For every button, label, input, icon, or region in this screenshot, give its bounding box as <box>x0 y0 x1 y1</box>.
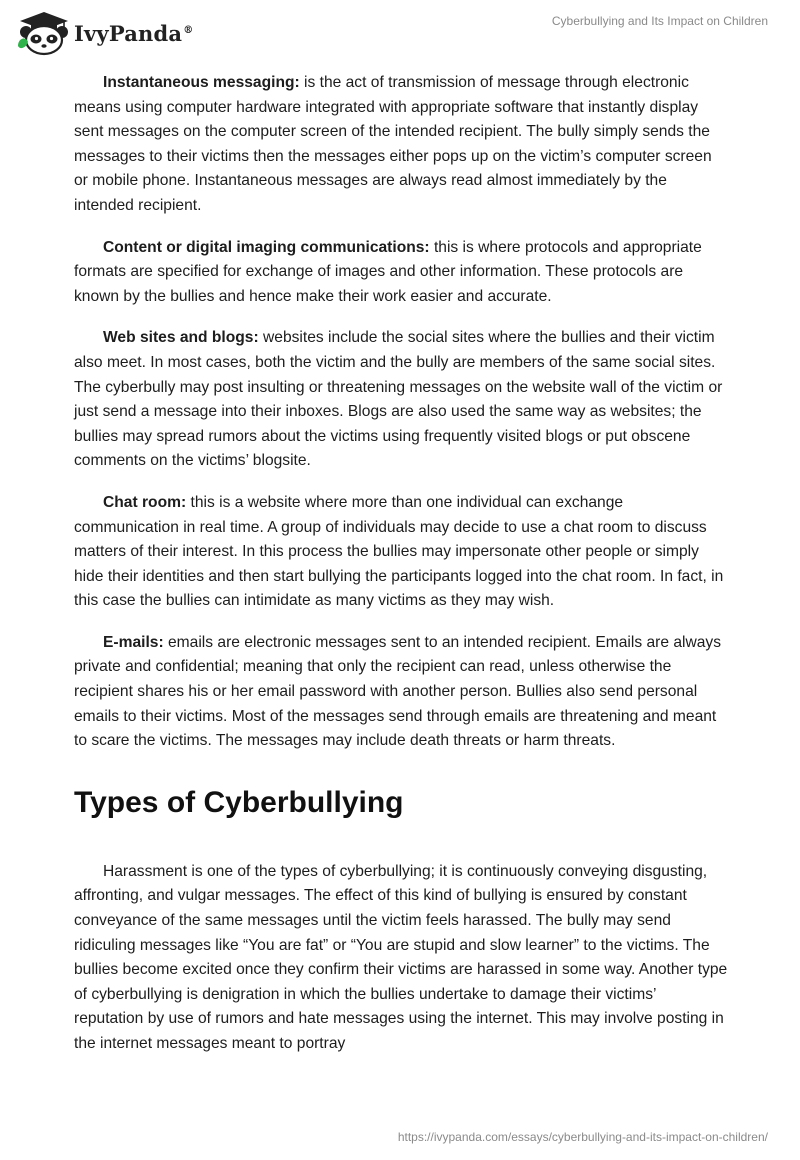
page-header <box>0 0 800 62</box>
ivypanda-logo[interactable] <box>14 8 193 56</box>
paragraph-text: is the act of transmission of message through electronic means using computer hardware integrated with appropriate software that instantly display sent messages on the computer screen of the intended recipient. The bully simply sends the messages to their victims then the messages either pops up on the victim’s computer screen or mobile phone. Instantaneous messages are always read almost immediately by the intended recipient. <box>74 74 712 214</box>
term-label: Chat room: <box>103 493 187 511</box>
paragraph-text: emails are electronic messages sent to an intended recipient. Emails are always private and confidential; meaning that only the recipient can read, unless otherwise the recipient shares his or her email password with another person. Bullies also send personal emails to their victims. Most of the messages send through emails are threatening and meant to scare the victims. The messages may include death threats or harm threats. <box>74 633 721 750</box>
section-heading: Types of Cyberbullying <box>74 785 404 819</box>
panda-graduate-icon <box>14 8 70 56</box>
term-label: Web sites and blogs: <box>103 329 259 347</box>
term-label: E-mails: <box>103 633 164 651</box>
paragraph-text: this is where protocols and appropriate formats are specified for exchange of images and other information. These protocols are known by the bullies and hence make their work easier and accurate. <box>74 238 702 305</box>
paragraph-types: Harassment is one of the types of cyberbullying; it is continuously conveying disgusting, affronting, and vulgar messages. The effect of this kind of bullying is ensured by constant conveyance of the same messages until the victim feels harassed. The bully may send ridiculing messages like “You are fat” or “You are stupid and slow learner” to the victims. The bullies become excited once they confirm their victims are harassed in some way. Another type of cyberbullying is denigration in which the bullies undertake to damage their victims’ reputation by use of rumors and hate messages using the internet. This may involve posting in the internet messages meant to portray <box>74 862 728 1052</box>
paragraph-emails <box>74 631 728 754</box>
essay-body <box>74 71 728 1074</box>
term-label: Instantaneous messaging: <box>103 74 300 91</box>
paragraph-digital-imaging <box>74 236 728 310</box>
paragraph-websites-blogs <box>74 326 728 474</box>
source-url[interactable]: https://ivypanda.com/essays/cyberbullying-and-its-impact-on-children/ <box>397 1130 768 1144</box>
term-label: Content or digital imaging communications: <box>103 238 430 256</box>
paragraph-chat-room <box>74 491 728 614</box>
logo-wordmark: IvyPanda® <box>74 20 194 46</box>
paragraph-text: websites include the social sites where the bullies and their victim also meet. In most cases, both the victim and the bully are members of the same social sites. The cyberbully may post insulting or threatening messages on the website wall of the victim or just send a message into their inboxes. Blogs are also used the same way as websites; the bullies may spread rumors about the victims using frequently visited blogs or put obscene comments on the victims’ blogsite. <box>74 329 723 470</box>
document-title: Cyberbullying and Its Impact on Children <box>551 14 768 28</box>
paragraph-instant-messaging <box>74 71 728 219</box>
paragraph-text: this is a website where more than one individual can exchange communication in real time. A group of individuals may decide to use a chat room to discuss matters of their interest. In this process the bullies may impersonate other people or simply hide their identities and then start bullying the participants logged into the chat room. In fact, in this case the bullies can intimidate as many victims as they may wish. <box>74 493 724 610</box>
